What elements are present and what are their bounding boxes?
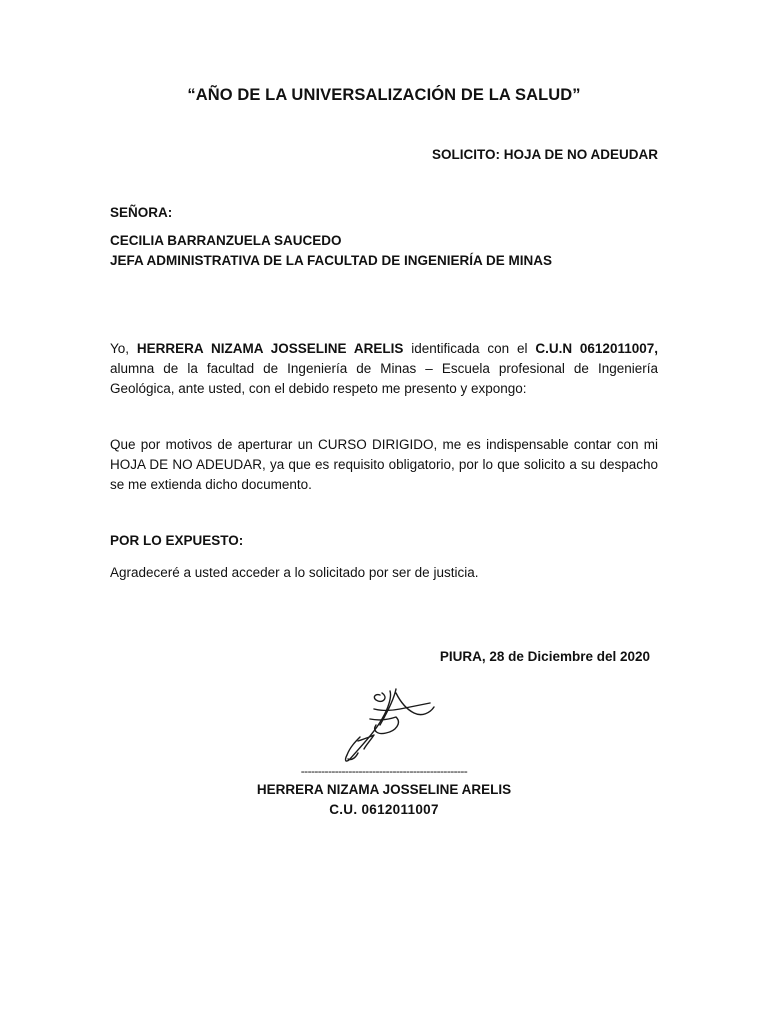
- closing-paragraph: Agradeceré a usted acceder a lo solicitado por ser de justicia.: [110, 565, 479, 580]
- place-and-date: PIURA, 28 de Diciembre del 2020: [439, 649, 650, 664]
- signer-name: HERRERA NIZAMA JOSSELINE ARELIS: [256, 782, 512, 797]
- intro-text: Yo,: [110, 341, 137, 356]
- request-subject: SOLICITO: HOJA DE NO ADEUDAR: [431, 147, 658, 162]
- addressee-name: CECILIA BARRANZUELA SAUCEDO: [110, 233, 342, 248]
- addressee-role: JEFA ADMINISTRATIVA DE LA FACULTAD DE INGENIERÍA DE MINAS: [110, 253, 553, 268]
- student-name-inline: HERRERA NIZAMA JOSSELINE ARELIS: [136, 341, 404, 356]
- document-title: “AÑO DE LA UNIVERSALIZACIÓN DE LA SALUD”: [187, 86, 581, 104]
- signature-line: -------------------------------------------------: [300, 764, 468, 778]
- intro-rest-text: alumna de la facultad de Ingeniería de Minas – Escuela profesional de Ingeniería Geológica, ante usted, con el debido respeto me presento y expongo:: [110, 361, 658, 396]
- salutation: SEÑORA:: [110, 205, 173, 220]
- student-cun-inline: C.U.N 0612011007,: [535, 341, 658, 356]
- introduction-paragraph: [110, 339, 658, 399]
- por-lo-expuesto-heading: POR LO EXPUESTO:: [110, 533, 244, 548]
- signer-id: C.U. 0612011007: [329, 802, 439, 817]
- intro-mid-text: identificada con el: [403, 341, 536, 356]
- request-paragraph: Que por motivos de aperturar un CURSO DIRIGIDO, me es indispensable contar con mi HOJA DE NO ADEUDAR, ya que es requisito obligatorio, por lo que solicito a su despacho se me extienda dicho documento.: [110, 437, 658, 492]
- handwritten-signature: [330, 683, 450, 773]
